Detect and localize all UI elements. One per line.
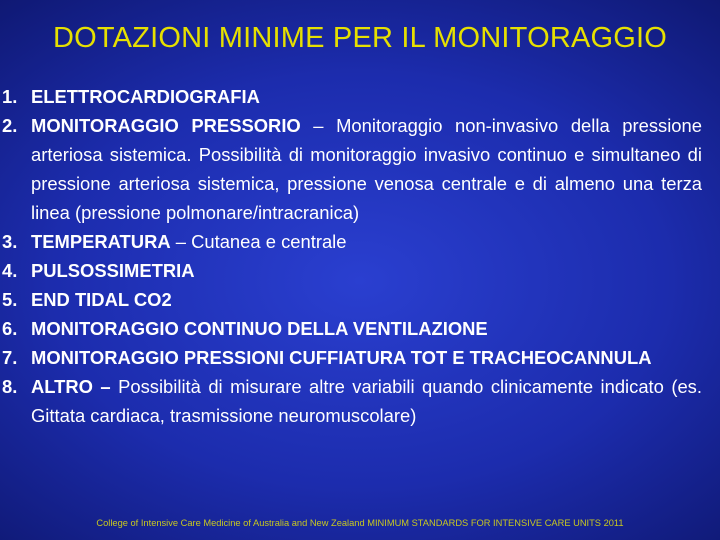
list-item-heading: ALTRO –	[31, 376, 111, 397]
list-item-number: 4.	[2, 260, 18, 281]
list-item-number: 6.	[2, 318, 18, 339]
list-item	[0, 285, 720, 314]
list-item-heading: MONITORAGGIO CONTINUO DELLA VENTILAZIONE	[31, 318, 488, 339]
list-item-heading: ELETTROCARDIOGRAFIA	[31, 86, 260, 107]
list-item-number: 3.	[2, 231, 18, 252]
list-item-heading: PULSOSSIMETRIA	[31, 260, 195, 281]
list-item-number: 5.	[2, 289, 18, 310]
list-item	[0, 256, 720, 285]
list-item	[0, 227, 720, 256]
list-item	[0, 82, 720, 111]
list-item-number: 2.	[2, 115, 18, 136]
list-item-number: 7.	[2, 347, 18, 368]
source-footer: College of Intensive Care Medicine of Australia and New Zealand MINIMUM STANDARDS FOR INTENSIVE CARE UNITS 2011	[96, 518, 624, 528]
list-item-heading: END TIDAL CO2	[31, 289, 172, 310]
list-item-heading: MONITORAGGIO PRESSORIO	[31, 115, 301, 136]
list-item	[0, 343, 720, 372]
monitoring-list	[0, 82, 720, 430]
list-item-number: 8.	[2, 376, 18, 397]
list-item	[0, 111, 720, 227]
list-item	[0, 314, 720, 343]
list-item-heading: MONITORAGGIO PRESSIONI CUFFIATURA TOT E TRACHEOCANNULA	[31, 347, 652, 368]
slide-title: DOTAZIONI MINIME PER IL MONITORAGGIO	[52, 22, 668, 54]
list-item-heading: TEMPERATURA	[31, 231, 171, 252]
list-item-text: Possibilità di misurare altre variabili quando clinicamente indicato (es. Gittata cardiaca, trasmissione neuromuscolare)	[31, 376, 702, 426]
list-item-text: – Cutanea e centrale	[170, 231, 347, 252]
list-item-text: – Monitoraggio non-invasivo della pressione arteriosa sistemica. Possibilità di monitoraggio invasivo continuo e simultaneo di pressione arteriosa sistemica, pressione venosa centrale e di almeno una terza linea (pressione polmonare/intracranica)	[31, 115, 702, 223]
list-item-number: 1.	[2, 86, 18, 107]
list-item	[0, 372, 720, 430]
